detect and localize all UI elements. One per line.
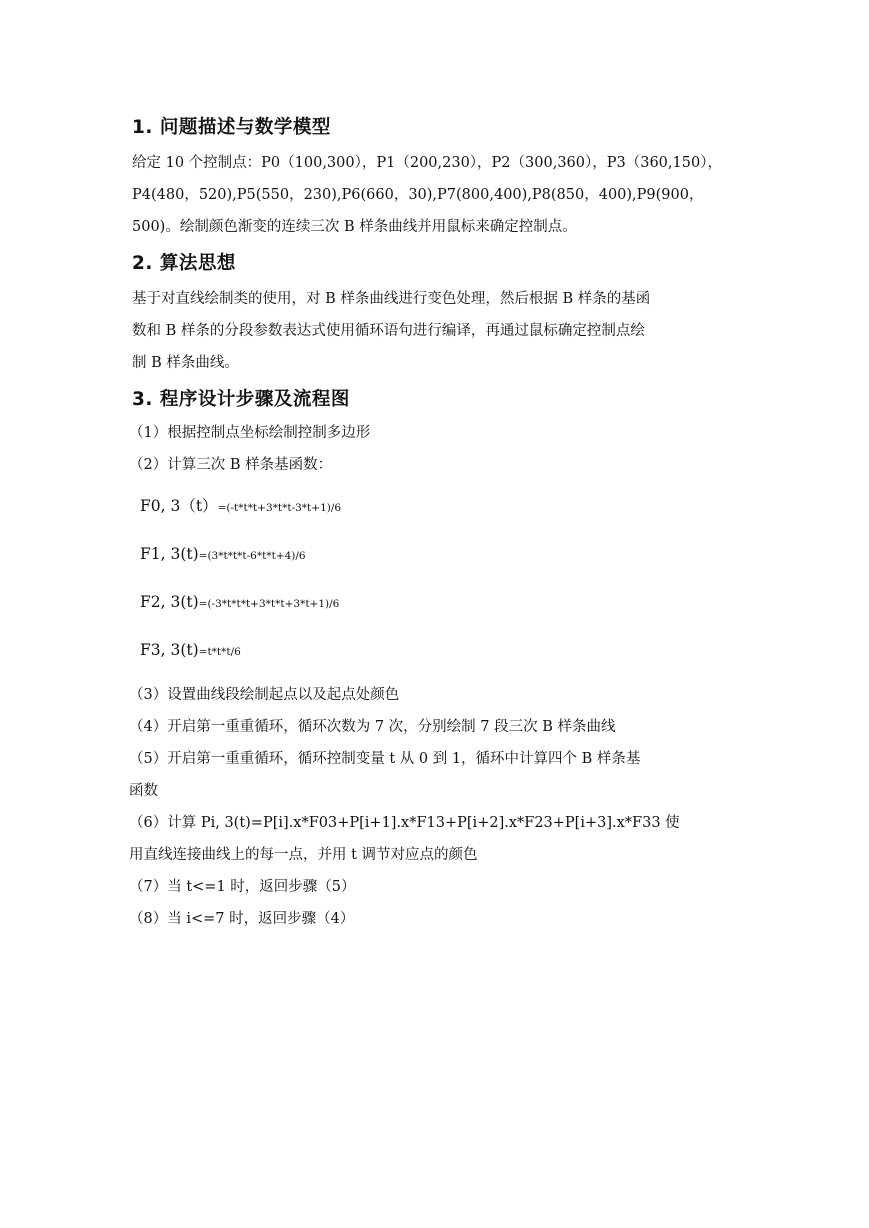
formula-item (140, 483, 744, 531)
formula-lhs: F0, 3（t） (140, 497, 218, 515)
step-item: （6）计算 Pi, 3(t)=P[i].x*F03+P[i+1].x*F13+P[i+2].x*F23+P[i+3].x*F33 使 (129, 815, 680, 831)
formula-lhs: F2, 3(t) (140, 593, 199, 611)
formula-rhs: =t*t*t/6 (198, 646, 241, 658)
step-item: （7）当 t<=1 时，返回步骤（5） (129, 879, 356, 895)
section-heading-steps: 3. 程序设计步骤及流程图 (132, 389, 350, 410)
steps-after (129, 679, 744, 935)
step-item: （2）计算三次 B 样条基函数： (129, 457, 333, 473)
step-item: （4）开启第一重重循环，循环次数为 7 次，分别绘制 7 段三次 B 样条曲线 (129, 719, 616, 735)
section-heading-algorithm: 2. 算法思想 (132, 253, 236, 274)
step-item: （5）开启第一重重循环，循环控制变量 t 从 0 到 1，循环中计算四个 B 样条基 (129, 751, 641, 767)
formula-rhs: =(-3*t*t*t+3*t*t+3*t+1)/6 (198, 598, 340, 610)
paragraph-line: 500)。绘制颜色渐变的连续三次 B 样条曲线并用鼠标来确定控制点。 (132, 219, 577, 235)
step-item-continuation: 用直线连接曲线上的每一点，并用 t 调节对应点的颜色 (129, 847, 478, 863)
section-heading-problem: 1. 问题描述与数学模型 (132, 117, 331, 138)
formula-rhs: =(-t*t*t+3*t*t-3*t+1)/6 (217, 502, 342, 514)
paragraph-line: 数和 B 样条的分段参数表达式使用循环语句进行编译，再通过鼠标确定控制点绘 (132, 323, 645, 339)
section-body-algorithm (132, 283, 744, 379)
paragraph-line: P4(480，520),P5(550，230),P6(660，30),P7(800,400),P8(850，400),P9(900， (132, 187, 704, 203)
formula-item (140, 579, 744, 627)
formula-lhs: F3, 3(t) (140, 641, 199, 659)
steps-list (129, 417, 744, 935)
formula-item (140, 531, 744, 579)
paragraph-line: 制 B 样条曲线。 (132, 355, 239, 371)
step-item: （1）根据控制点坐标绘制控制多边形 (129, 425, 371, 441)
step-item: （8）当 i<=7 时，返回步骤（4） (129, 911, 355, 927)
formula-rhs: =(3*t*t*t-6*t*t+4)/6 (198, 550, 306, 562)
section-body-problem (132, 147, 744, 243)
formula-item (140, 627, 744, 675)
document-content (129, 113, 744, 935)
formula-lhs: F1, 3(t) (140, 545, 199, 563)
paragraph-line: 给定 10 个控制点：P0（100,300），P1（200,230），P2（300,360），P3（360,150）， (132, 155, 722, 171)
formula-list (132, 483, 744, 675)
step-item: （3）设置曲线段绘制起点以及起点处颜色 (129, 687, 400, 703)
paragraph-line: 基于对直线绘制类的使用，对 B 样条曲线进行变色处理，然后根据 B 样条的基函 (132, 291, 651, 307)
step-item-continuation: 函数 (129, 783, 158, 799)
